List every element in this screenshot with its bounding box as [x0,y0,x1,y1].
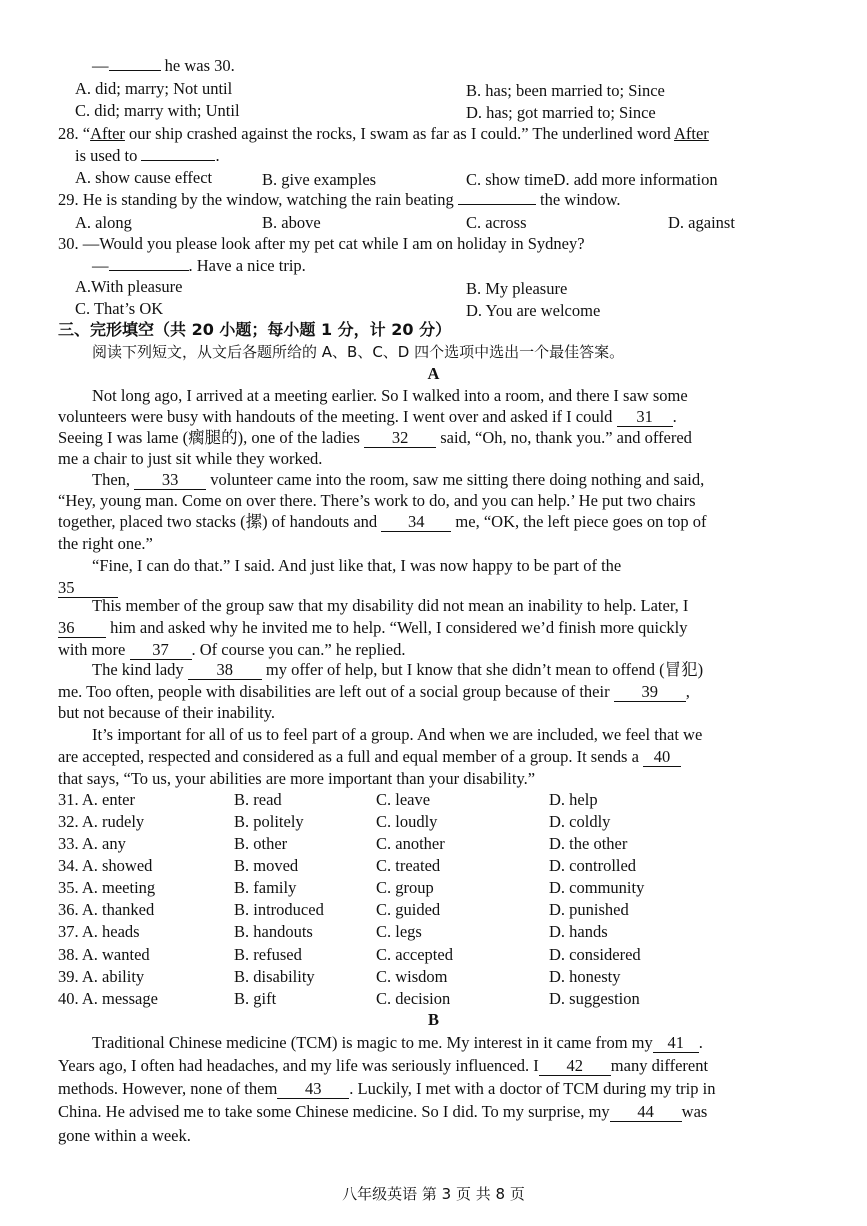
option-33-c: C. another [376,834,445,853]
passage-text: me, “OK, the left piece goes on top of [455,512,707,531]
q28-underlined-word-2: After [673,124,709,143]
option-36-a: 36. A. thanked [58,900,155,919]
q30-option-c: C. That’s OK [75,299,164,318]
passage-b-line [58,1056,708,1076]
option-34-b: B. moved [234,856,299,875]
passage-a-line [92,660,703,680]
passage-a-line: “Hey, young man. Come on over there. There’s work to do, and you can help.’ He put two chairs [58,491,696,510]
q27-text: he was 30. [164,56,235,75]
option-39-c: C. wisdom [376,967,448,986]
passage-text: . Of course you can.” he replied. [191,640,406,659]
passage-a-line [58,512,707,532]
passage-text: Traditional Chinese medicine (TCM) is magic to me. My interest in it came from my [92,1033,653,1052]
option-36-c: C. guided [376,900,441,919]
passage-text: together, placed two stacks (摞) of handouts and [58,512,378,531]
option-40-d: D. suggestion [549,989,640,1008]
option-40-a: 40. A. message [58,989,158,1008]
option-32-d: D. coldly [549,812,611,831]
q30-option-d: D. You are welcome [466,301,601,320]
passage-a-line [58,640,405,660]
q28-stem-line2 [75,146,220,166]
q27-option-a: A. did; marry; Not until [75,79,233,98]
option-35-a: 35. A. meeting [58,878,156,897]
passage-a-line [92,470,704,490]
passage-b-line [58,1079,715,1099]
blank-40: 40 [643,748,681,767]
passage-text: Then, [92,470,131,489]
option-39-a: 39. A. ability [58,967,145,986]
option-37-b: B. handouts [234,922,313,941]
q29-option-c: C. across [466,213,527,232]
passage-text: my offer of help, but I know that she didn’t mean to offend (冒犯) [265,660,704,679]
option-33-a: 33. A. any [58,834,126,853]
section-title: 三、完形填空（共 20 小题；每小题 1 分，计 20 分） [58,320,452,339]
passage-a-line [58,578,118,598]
blank-36: 36 [58,619,106,638]
passage-a-line [58,682,690,702]
q28-period: . [215,146,220,165]
q29-text-after: the window. [540,190,621,209]
passage-text: . [672,407,677,426]
option-35-b: B. family [234,878,297,897]
section-instruction: 阅读下列短文，从文后各题所给的 A、B、C、D 四个选项中选出一个最佳答案。 [92,343,625,361]
option-37-c: C. legs [376,922,422,941]
q28-line2-text: is used to [75,146,138,165]
passage-text: Years ago, I often had headaches, and my life was seriously influenced. I [58,1056,539,1075]
blank-42: 42 [539,1057,611,1076]
q30-blank [109,270,189,271]
blank-33: 33 [134,471,206,490]
passage-a-line [58,747,681,767]
passage-a-line: but not because of their inability. [58,703,276,722]
option-39-d: D. honesty [549,967,621,986]
passage-a-label: A [427,364,440,383]
blank-41: 41 [653,1034,699,1053]
option-40-b: B. gift [234,989,277,1008]
option-34-a: 34. A. showed [58,856,153,875]
q29-option-b: B. above [262,213,321,232]
option-31-c: C. leave [376,790,431,809]
passage-text: many different [610,1056,709,1075]
passage-text: me. Too often, people with disabilities are left out of a social group because of their [58,682,610,701]
passage-b-line [58,1102,707,1122]
blank-31: 31 [617,408,673,427]
passage-a-line: the right one.” [58,534,153,553]
passage-text: China. He advised me to take some Chinese medicine. So I did. To my surprise, my [58,1102,610,1121]
passage-text: said, “Oh, no, thank you.” and offered [440,428,692,447]
option-39-b: B. disability [234,967,315,986]
q28-text: our ship crashed against the rocks, I swam as far as I could.” The underlined word [124,124,674,143]
q29-blank [458,204,536,205]
passage-text: Seeing I was lame (瘸腿的), one of the ladies [58,428,360,447]
q30-stem-line2 [92,256,306,276]
q29-option-a: A. along [75,213,132,232]
option-33-d: D. the other [549,834,628,853]
q29-text: 29. He is standing by the window, watching the rain beating [58,190,454,209]
passage-a-line: “Fine, I can do that.” I said. And just like that, I was now happy to be part of the [92,556,622,575]
q30-option-a: A.With pleasure [75,277,183,296]
option-38-c: C. accepted [376,945,453,964]
blank-43: 43 [277,1080,349,1099]
passage-b-label: B [427,1010,439,1029]
passage-text: volunteers were busy with handouts of the meeting. I went over and asked if I could [58,407,613,426]
passage-a-line: It’s important for all of us to feel part of a group. And when we are included, we feel that we [92,725,703,744]
passage-text: methods. However, none of them [58,1079,278,1098]
passage-a-line [58,407,677,427]
blank-32: 32 [364,429,436,448]
passage-text: , [685,682,690,701]
passage-a-line [58,618,688,638]
option-38-d: D. considered [549,945,641,964]
q28-stem [58,124,709,144]
passage-b-line: gone within a week. [58,1126,191,1145]
q27-dash: — [92,56,109,75]
option-32-c: C. loudly [376,812,438,831]
option-38-a: 38. A. wanted [58,945,150,964]
q27-option-b: B. has; been married to; Since [466,81,665,100]
option-40-c: C. decision [376,989,451,1008]
option-32-a: 32. A. rudely [58,812,145,831]
blank-34: 34 [381,513,451,532]
passage-text: are accepted, respected and considered as a full and equal member of a group. It sends a [58,747,639,766]
passage-text: The kind lady [92,660,184,679]
q30-dash: — [92,256,109,275]
q27-stem [92,56,235,76]
q28-option-a: A. show cause effect [75,168,213,187]
option-36-b: B. introduced [234,900,324,919]
option-38-b: B. refused [234,945,302,964]
page-footer: 八年级英语 第 3 页 共 8 页 [342,1185,525,1203]
blank-38: 38 [188,661,262,680]
q27-option-d: D. has; got married to; Since [466,103,656,122]
passage-text: him and asked why he invited me to help. “Well, I considered we’d finish more quickly [110,618,688,637]
option-31-d: D. help [549,790,598,809]
q27-option-c: C. did; marry with; Until [75,101,240,120]
q30-text: . Have a nice trip. [188,256,306,275]
option-37-a: 37. A. heads [58,922,140,941]
q29-stem [58,190,621,210]
blank-44: 44 [610,1103,682,1122]
option-32-b: B. politely [234,812,304,831]
q28-blank [141,160,215,161]
q27-blank [109,70,161,71]
q28-option-b: B. give examples [262,170,377,189]
passage-a-line: This member of the group saw that my disability did not mean an inability to help. Later, I [92,596,689,615]
option-37-d: D. hands [549,922,608,941]
blank-37: 37 [130,641,192,660]
option-36-d: D. punished [549,900,629,919]
passage-text: was [681,1102,708,1121]
option-34-c: C. treated [376,856,441,875]
passage-a-line: Not long ago, I arrived at a meeting earlier. So I walked into a room, and there I saw some [92,386,688,405]
q28-underlined-word: After [90,124,125,143]
option-35-c: C. group [376,878,434,897]
passage-text: . [698,1033,703,1052]
option-35-d: D. community [549,878,645,897]
option-31-b: B. read [234,790,282,809]
q28-quote: “ [82,124,91,143]
q28-option-cd: C. show timeD. add more information [466,170,718,189]
passage-a-line: that says, “To us, your abilities are more important than your disability.” [58,769,536,788]
q29-option-d: D. against [668,213,735,232]
option-34-d: D. controlled [549,856,637,875]
passage-b-line [92,1033,703,1053]
passage-a-line: me a chair to just sit while they worked. [58,449,323,468]
blank-39: 39 [614,683,686,702]
q30-option-b: B. My pleasure [466,279,568,298]
q28-number: 28. [58,124,79,143]
passage-text: volunteer came into the room, saw me sitting there doing nothing and said, [210,470,705,489]
blank-35: 35 [58,579,118,598]
option-33-b: B. other [234,834,288,853]
option-31-a: 31. A. enter [58,790,135,809]
passage-text: with more [58,640,126,659]
passage-a-line [58,428,692,448]
q30-stem: 30. —Would you please look after my pet cat while I am on holiday in Sydney? [58,234,585,253]
passage-text: . Luckily, I met with a doctor of TCM during my trip in [349,1079,716,1098]
